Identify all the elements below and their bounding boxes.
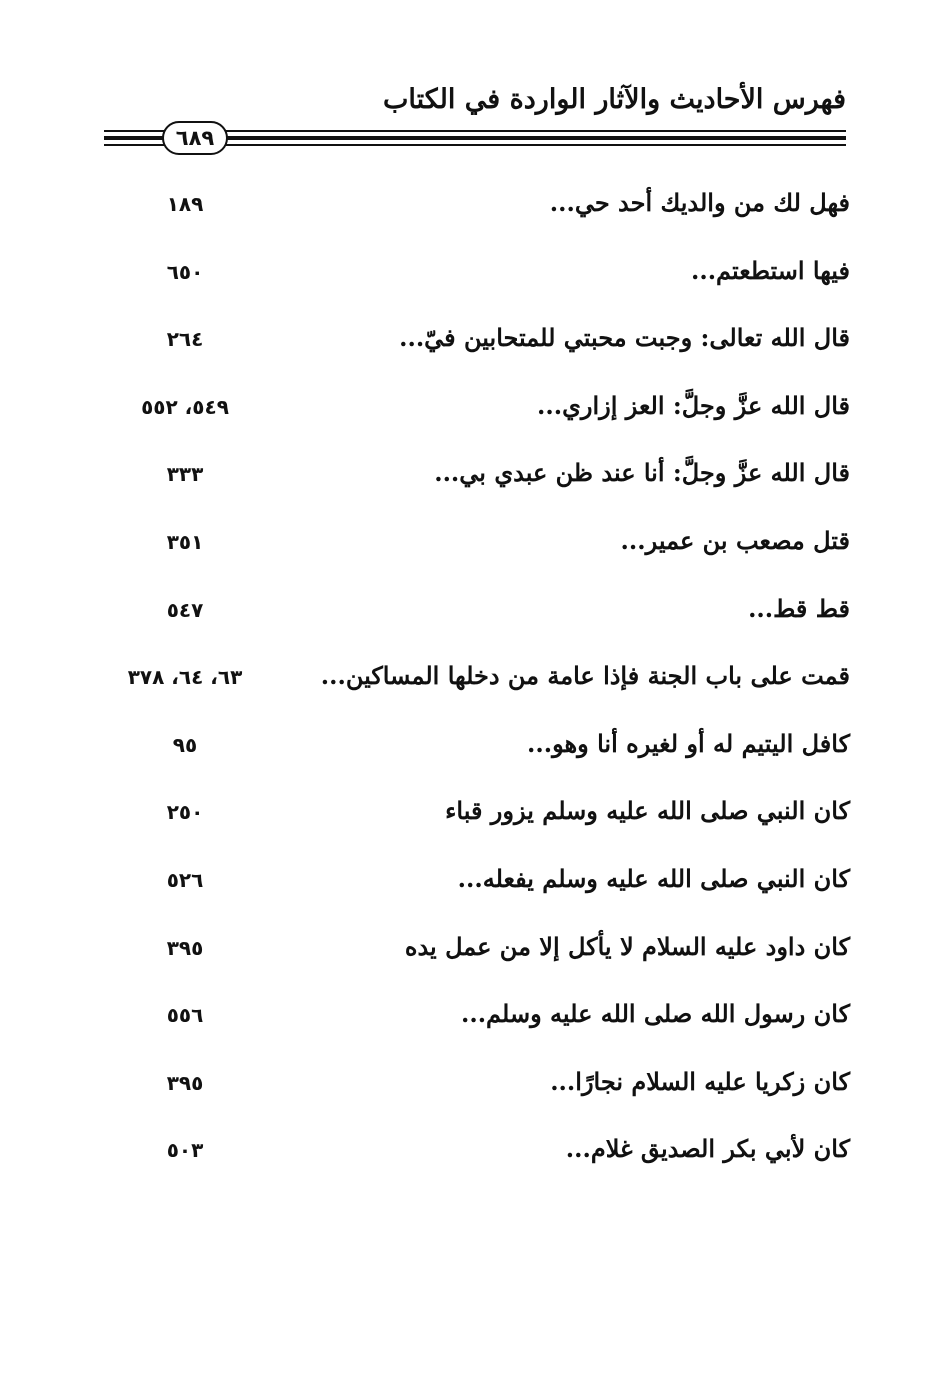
entry-text: كان زكريا عليه السلام نجارًا... <box>550 1066 850 1096</box>
page-number: ٦٨٩ <box>175 126 215 150</box>
index-entry <box>100 991 850 1059</box>
entry-page-refs: ٥٠٣ <box>166 1138 204 1163</box>
index-entry <box>100 450 850 518</box>
entry-text: كافل اليتيم له أو لغيره أنا وهو... <box>527 728 850 758</box>
entry-page-refs: ١٨٩ <box>166 192 204 216</box>
entry-page-refs: ٥٢٦ <box>166 867 204 892</box>
entry-text: فهل لك من والديك أحد حي... <box>549 188 850 217</box>
entry-page-refs: ٦٣، ٦٤، ٣٧٨ <box>127 665 243 690</box>
entry-page-refs: ٣٥١ <box>166 529 204 554</box>
entry-page-refs: ٣٩٥ <box>166 1070 204 1095</box>
index-entry <box>100 383 850 451</box>
entry-page-refs: ٣٩٥ <box>166 935 204 960</box>
entry-text: قال الله عزَّ وجلَّ: العز إزاري... <box>537 390 850 420</box>
entry-text: قتل مصعب بن عمير... <box>620 525 850 555</box>
entry-text: كان النبي صلى الله عليه وسلم يفعله... <box>457 863 850 893</box>
entry-page-refs: ٢٥٠ <box>166 800 204 825</box>
index-entry <box>100 518 850 586</box>
index-entry <box>100 180 850 248</box>
index-entry <box>100 924 850 992</box>
entry-page-refs: ٥٤٧ <box>166 597 204 622</box>
index-entry <box>100 721 850 789</box>
index-entry <box>100 248 850 316</box>
entry-text: قال الله تعالى: وجبت محبتي للمتحابين فيّ... <box>399 323 850 353</box>
running-head-title: فهرس الأحاديث والآثار الواردة في الكتاب <box>382 84 846 115</box>
entry-text: كان لأبي بكر الصديق غلام... <box>565 1134 850 1164</box>
index-entry <box>100 1059 850 1127</box>
entry-text: قط قط... <box>748 593 850 623</box>
page-number-badge <box>162 121 228 155</box>
index-entry <box>100 586 850 654</box>
index-entry <box>100 315 850 383</box>
entry-page-refs: ٥٥٦ <box>166 1003 204 1028</box>
entry-text: قال الله عزَّ وجلَّ: أنا عند ظن عبدي بي... <box>434 458 850 488</box>
entry-text: كان النبي صلى الله عليه وسلم يزور قباء <box>445 796 850 826</box>
index-entry <box>100 856 850 924</box>
index-entry <box>100 788 850 856</box>
entry-page-refs: ٣٣٣ <box>166 462 204 487</box>
entry-page-refs: ٥٤٩، ٥٥٢ <box>141 394 229 419</box>
index-entries <box>100 180 850 1194</box>
index-entry <box>100 653 850 721</box>
entry-page-refs: ٦٥٠ <box>166 259 204 284</box>
entry-text: فيها استطعتم... <box>690 255 850 285</box>
index-entry <box>100 1126 850 1194</box>
entry-page-refs: ٩٥ <box>172 732 198 757</box>
entry-text: كان رسول الله صلى الله عليه وسلم... <box>460 999 850 1029</box>
entry-page-refs: ٢٦٤ <box>166 327 204 352</box>
entry-text: كان داود عليه السلام لا يأكل إلا من عمل يده <box>404 931 850 961</box>
entry-text: قمت على باب الجنة فإذا عامة من دخلها المساكين... <box>320 661 850 691</box>
